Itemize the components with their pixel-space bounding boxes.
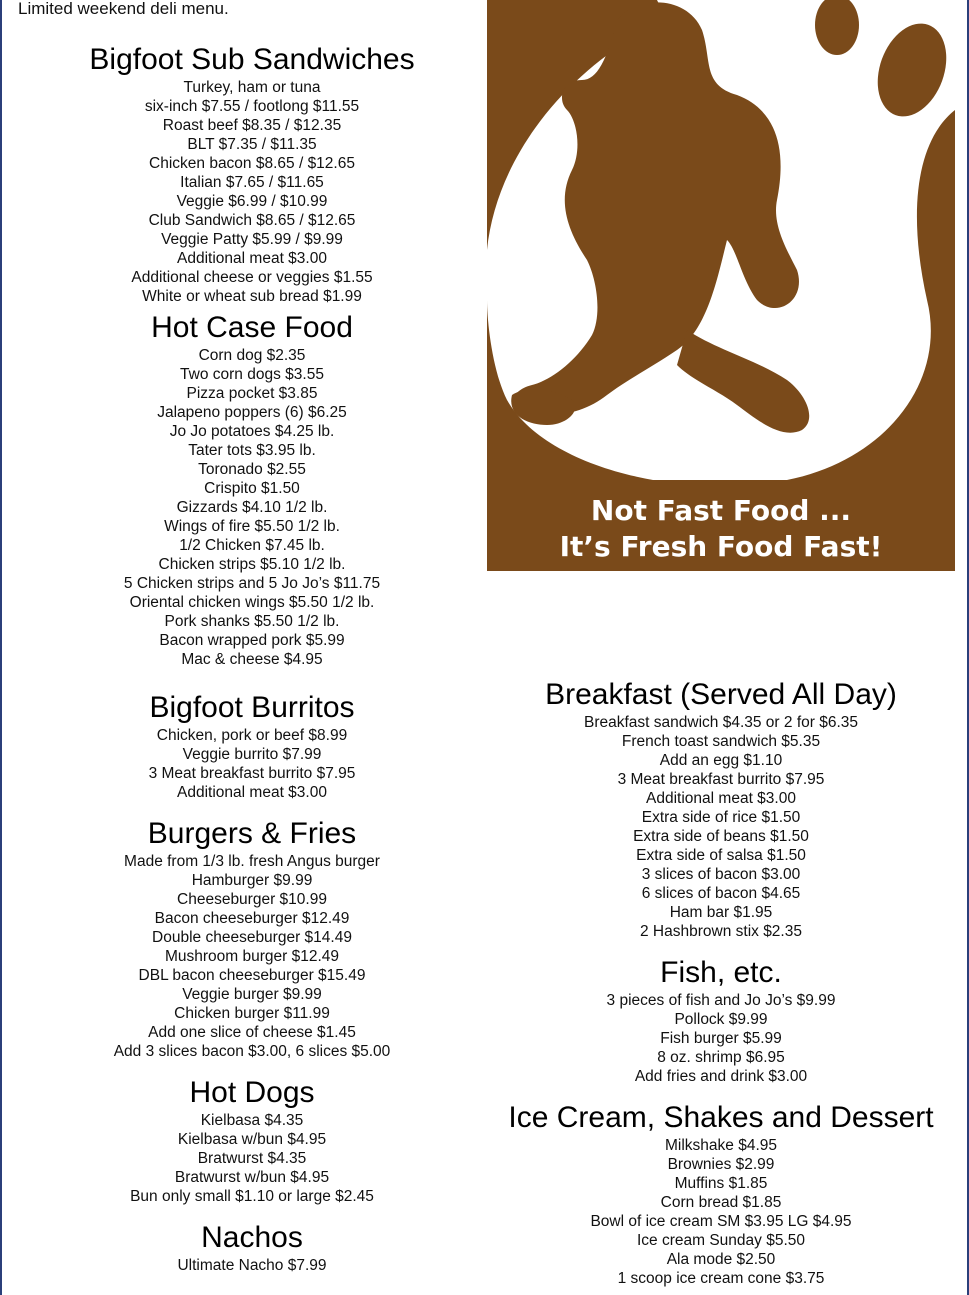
menu-item: 2 Hashbrown stix $2.35 xyxy=(640,923,802,940)
menu-item: Italian $7.65 / $11.65 xyxy=(180,174,324,191)
section-title: Ice Cream, Shakes and Dessert xyxy=(508,1101,934,1134)
menu-item: 6 slices of bacon $4.65 xyxy=(641,885,801,902)
menu-item: Pork shanks $5.50 1/2 lb. xyxy=(164,613,340,630)
menu-item: Chicken burger $11.99 xyxy=(174,1005,330,1022)
menu-item: Kielbasa $4.35 xyxy=(200,1112,304,1129)
right-menu-column xyxy=(487,677,955,1288)
menu-item: Veggie burger $9.99 xyxy=(182,986,322,1003)
section-nachos xyxy=(20,1220,484,1275)
section-title: Burgers & Fries xyxy=(147,817,357,850)
bigfoot-logo xyxy=(487,0,955,571)
section-title: Bigfoot Sub Sandwiches xyxy=(89,43,415,76)
menu-item: Bacon cheeseburger $12.49 xyxy=(154,910,350,927)
menu-item: Corn dog $2.35 xyxy=(198,347,306,364)
menu-item: Veggie Patty $5.99 / $9.99 xyxy=(161,231,343,248)
menu-item: Corn bread $1.85 xyxy=(660,1194,782,1211)
menu-item: Extra side of beans $1.50 xyxy=(633,828,809,845)
section-hot-dogs xyxy=(20,1075,484,1206)
section-title: Nachos xyxy=(201,1221,303,1254)
menu-item: 3 Meat breakfast burrito $7.95 xyxy=(148,765,356,782)
menu-item: 3 slices of bacon $3.00 xyxy=(641,866,801,883)
menu-item: Add fries and drink $3.00 xyxy=(634,1068,808,1085)
menu-item: Bratwurst $4.35 xyxy=(197,1150,307,1167)
menu-item: Muffins $1.85 xyxy=(674,1175,768,1192)
menu-item: Club Sandwich $8.65 / $12.65 xyxy=(148,212,356,229)
section-sub-sandwiches xyxy=(20,42,484,306)
menu-item: Roast beef $8.35 / $12.35 xyxy=(162,117,342,134)
menu-item: Milkshake $4.95 xyxy=(664,1137,777,1154)
menu-item: Bacon wrapped pork $5.99 xyxy=(159,632,345,649)
menu-item: Bun only small $1.10 or large $2.45 xyxy=(130,1188,374,1205)
section-title: Fish, etc. xyxy=(660,956,782,989)
menu-item: 5 Chicken strips and 5 Jo Jo’s $11.75 xyxy=(123,575,381,592)
section-title: Breakfast (Served All Day) xyxy=(545,678,897,711)
menu-item: Brownies $2.99 xyxy=(667,1156,775,1173)
menu-item: Two corn dogs $3.55 xyxy=(180,366,324,383)
menu-item: 1 scoop ice cream cone $3.75 xyxy=(617,1270,825,1287)
menu-item: Turkey, ham or tuna xyxy=(183,79,321,96)
menu-item: Cheeseburger $10.99 xyxy=(177,891,327,908)
menu-item: Add 3 slices bacon $3.00, 6 slices $5.00 xyxy=(113,1043,391,1060)
menu-item: Additional meat $3.00 xyxy=(646,790,796,807)
section-ice-cream-dessert xyxy=(487,1100,955,1288)
menu-item: Add an egg $1.10 xyxy=(659,752,783,769)
menu-item: Kielbasa w/bun $4.95 xyxy=(177,1131,327,1148)
section-title: Bigfoot Burritos xyxy=(149,691,355,724)
menu-item: Add one slice of cheese $1.45 xyxy=(148,1024,356,1041)
menu-item: White or wheat sub bread $1.99 xyxy=(142,288,362,305)
menu-item: Mac & cheese $4.95 xyxy=(181,651,323,668)
menu-item: Pizza pocket $3.85 xyxy=(186,385,318,402)
section-hot-case-food xyxy=(20,310,484,669)
intro-text: Limited weekend deli menu. xyxy=(18,0,229,18)
menu-item: Double cheeseburger $14.49 xyxy=(152,929,352,946)
menu-item: Mushroom burger $12.49 xyxy=(164,948,340,965)
menu-item: Chicken, pork or beef $8.99 xyxy=(156,727,348,744)
menu-item: Made from 1/3 lb. fresh Angus burger xyxy=(124,853,380,870)
menu-item: Extra side of rice $1.50 xyxy=(641,809,801,826)
menu-item: Veggie burrito $7.99 xyxy=(182,746,322,763)
menu-item: Jalapeno poppers (6) $6.25 xyxy=(157,404,347,421)
menu-item: Bowl of ice cream SM $3.95 LG $4.95 xyxy=(590,1213,852,1230)
menu-item: Chicken bacon $8.65 / $12.65 xyxy=(149,155,355,172)
menu-item: Additional meat $3.00 xyxy=(177,784,327,801)
menu-item: Chicken strips $5.10 1/2 lb. xyxy=(158,556,346,573)
menu-item: 8 oz. shrimp $6.95 xyxy=(657,1049,785,1066)
menu-item: Hamburger $9.99 xyxy=(191,872,313,889)
menu-item: Veggie $6.99 / $10.99 xyxy=(176,193,328,210)
menu-item: 3 pieces of fish and Jo Jo’s $9.99 xyxy=(606,992,836,1009)
menu-item: French toast sandwich $5.35 xyxy=(621,733,821,750)
menu-item: Gizzards $4.10 1/2 lb. xyxy=(176,499,328,516)
menu-item: Bratwurst w/bun $4.95 xyxy=(174,1169,330,1186)
menu-item: Pollock $9.99 xyxy=(674,1011,768,1028)
section-title: Hot Dogs xyxy=(189,1076,315,1109)
left-menu-column xyxy=(20,42,484,1275)
menu-item: Additional meat $3.00 xyxy=(177,250,327,267)
menu-item: six-inch $7.55 / footlong $11.55 xyxy=(144,98,360,115)
menu-item: 3 Meat breakfast burrito $7.95 xyxy=(617,771,825,788)
menu-item: Tater tots $3.95 lb. xyxy=(188,442,316,459)
menu-item: 1/2 Chicken $7.45 lb. xyxy=(179,537,325,554)
menu-item: Wings of fire $5.50 1/2 lb. xyxy=(164,518,340,535)
menu-item: Extra side of salsa $1.50 xyxy=(636,847,806,864)
menu-item: Ala mode $2.50 xyxy=(666,1251,776,1268)
section-burgers-fries xyxy=(20,816,484,1061)
menu-item: Jo Jo potatoes $4.25 lb. xyxy=(169,423,335,440)
menu-item: Toronado $2.55 xyxy=(198,461,306,478)
menu-item: DBL bacon cheeseburger $15.49 xyxy=(138,967,366,984)
section-fish xyxy=(487,955,955,1086)
menu-item: Crispito $1.50 xyxy=(204,480,300,497)
menu-item: Ultimate Nacho $7.99 xyxy=(177,1257,327,1274)
section-title: Hot Case Food xyxy=(151,311,353,344)
menu-item: BLT $7.35 / $11.35 xyxy=(187,136,317,153)
section-breakfast xyxy=(487,677,955,941)
menu-item: Ham bar $1.95 xyxy=(669,904,773,921)
menu-item: Breakfast sandwich $4.35 or 2 for $6.35 xyxy=(584,714,858,731)
menu-item: Oriental chicken wings $5.50 1/2 lb. xyxy=(129,594,375,611)
menu-item: Fish burger $5.99 xyxy=(660,1030,782,1047)
menu-item: Additional cheese or veggies $1.55 xyxy=(131,269,373,286)
logo-tagline-line2: It’s Fresh Food Fast! xyxy=(559,530,883,563)
menu-item: Ice cream Sunday $5.50 xyxy=(636,1232,806,1249)
bigfoot-silhouette-icon xyxy=(487,0,955,571)
section-burritos xyxy=(20,690,484,802)
logo-tagline-line1: Not Fast Food ... xyxy=(590,494,852,527)
